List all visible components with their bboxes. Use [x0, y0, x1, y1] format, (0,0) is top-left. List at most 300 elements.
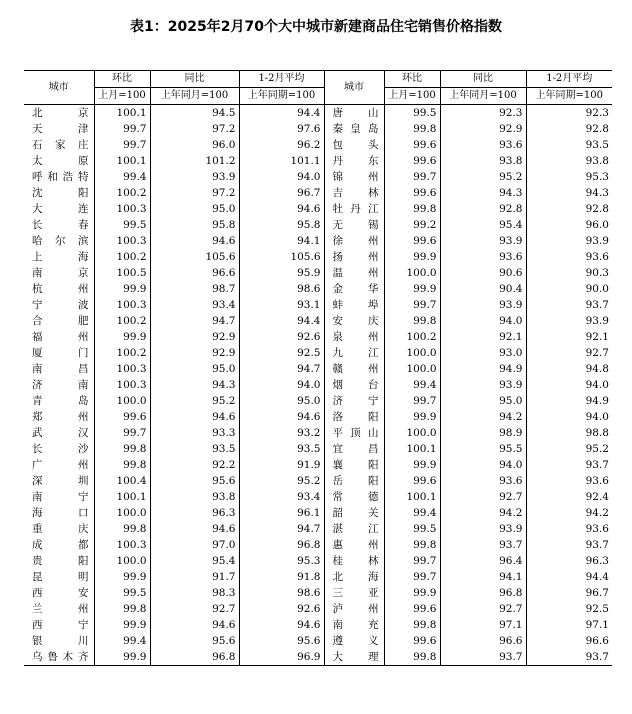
city-cell: 乌鲁木齐 — [24, 649, 94, 666]
avg-cell: 95.3 — [239, 553, 324, 569]
city-cell: 扬 州 — [324, 249, 384, 265]
city-cell: 厦 门 — [24, 345, 94, 361]
table-row — [24, 569, 612, 585]
yoy-cell: 96.6 — [150, 265, 239, 281]
avg-cell: 95.2 — [585, 443, 609, 455]
city-cell: 广 州 — [24, 457, 94, 473]
yoy-cell: 93.7 — [440, 537, 526, 553]
mom-cell: 99.8 — [94, 441, 150, 457]
city-cell: 泸 州 — [324, 601, 384, 617]
avg-cell: 96.6 — [585, 635, 609, 647]
city-cell: 牡 丹 江 — [324, 201, 384, 217]
yoy-cell: 90.4 — [440, 281, 526, 297]
avg-cell: 94.6 — [239, 409, 324, 425]
yoy-cell: 95.0 — [440, 393, 526, 409]
city-cell: 南 昌 — [24, 361, 94, 377]
table-row — [24, 361, 612, 377]
city-cell: 三 亚 — [324, 585, 384, 601]
yoy-cell: 95.5 — [440, 441, 526, 457]
city-cell: 徐 州 — [324, 233, 384, 249]
city-cell: 济 宁 — [324, 393, 384, 409]
avg-cell: 93.2 — [239, 425, 324, 441]
yoy-cell: 93.5 — [150, 441, 239, 457]
table-row — [24, 457, 612, 473]
avg-cell: 96.7 — [585, 587, 609, 599]
mom-cell: 100.3 — [94, 297, 150, 313]
city-cell: 昆 明 — [24, 569, 94, 585]
yoy-cell: 96.6 — [440, 633, 526, 649]
mom-cell: 99.9 — [94, 569, 150, 585]
avg-cell: 96.2 — [239, 137, 324, 153]
mom-cell: 99.8 — [384, 313, 440, 329]
avg-cell: 94.6 — [239, 617, 324, 633]
avg-cell: 94.3 — [585, 187, 609, 199]
yoy-cell: 94.3 — [150, 377, 239, 393]
mom-cell: 99.6 — [384, 153, 440, 169]
table-body — [24, 105, 612, 666]
mom-cell: 99.4 — [94, 633, 150, 649]
mom-cell: 100.2 — [384, 329, 440, 345]
table-row — [24, 153, 612, 169]
avg-cell: 92.5 — [239, 345, 324, 361]
mom-cell: 100.2 — [94, 185, 150, 201]
mom-cell: 100.4 — [94, 473, 150, 489]
city-cell: 赣 州 — [324, 361, 384, 377]
city-cell: 北 京 — [24, 105, 94, 122]
yoy-cell: 93.6 — [440, 249, 526, 265]
city-cell: 丹 东 — [324, 153, 384, 169]
city-cell: 秦 皇 岛 — [324, 121, 384, 137]
avg-cell: 96.7 — [239, 185, 324, 201]
table-row — [24, 473, 612, 489]
avg-cell: 94.0 — [585, 379, 609, 391]
city-cell: 南 充 — [324, 617, 384, 633]
city-cell: 贵 阳 — [24, 553, 94, 569]
city-cell: 兰 州 — [24, 601, 94, 617]
yoy-cell: 94.0 — [440, 457, 526, 473]
yoy-cell: 91.7 — [150, 569, 239, 585]
yoy-cell: 98.3 — [150, 585, 239, 601]
city-cell: 青 岛 — [24, 393, 94, 409]
avg-cell: 93.6 — [585, 251, 609, 263]
table-row — [24, 249, 612, 265]
yoy-cell: 93.9 — [440, 521, 526, 537]
yoy-cell: 94.2 — [440, 505, 526, 521]
city-cell: 岳 阳 — [324, 473, 384, 489]
yoy-cell: 95.8 — [150, 217, 239, 233]
city-cell: 成 都 — [24, 537, 94, 553]
yoy-cell: 92.7 — [440, 489, 526, 505]
yoy-cell: 95.0 — [150, 361, 239, 377]
mom-cell: 99.8 — [94, 601, 150, 617]
header-mom-base: 上月=100 — [94, 88, 150, 105]
avg-cell: 90.3 — [585, 267, 609, 279]
table-row — [24, 377, 612, 393]
city-cell: 上 海 — [24, 249, 94, 265]
city-cell: 韶 关 — [324, 505, 384, 521]
avg-cell: 94.4 — [239, 313, 324, 329]
yoy-cell: 96.8 — [150, 649, 239, 666]
city-cell: 蚌 埠 — [324, 297, 384, 313]
avg-cell: 96.8 — [239, 537, 324, 553]
city-cell: 洛 阳 — [324, 409, 384, 425]
yoy-cell: 98.9 — [440, 425, 526, 441]
table-row — [24, 169, 612, 185]
yoy-cell: 92.3 — [440, 105, 526, 122]
table-row — [24, 217, 612, 233]
yoy-cell: 93.3 — [150, 425, 239, 441]
avg-cell: 91.9 — [239, 457, 324, 473]
mom-cell: 99.7 — [384, 393, 440, 409]
city-cell: 武 汉 — [24, 425, 94, 441]
avg-cell: 94.8 — [585, 363, 609, 375]
mom-cell: 99.7 — [94, 425, 150, 441]
yoy-cell: 94.2 — [440, 409, 526, 425]
mom-cell: 99.2 — [384, 217, 440, 233]
avg-cell: 95.2 — [239, 473, 324, 489]
table-row — [24, 121, 612, 137]
avg-cell: 95.0 — [239, 393, 324, 409]
mom-cell: 99.5 — [384, 521, 440, 537]
yoy-cell: 96.3 — [150, 505, 239, 521]
avg-cell: 94.0 — [239, 169, 324, 185]
yoy-cell: 92.7 — [150, 601, 239, 617]
yoy-cell: 92.7 — [440, 601, 526, 617]
city-cell: 银 川 — [24, 633, 94, 649]
mom-cell: 99.5 — [384, 105, 440, 122]
mom-cell: 99.4 — [384, 377, 440, 393]
avg-cell: 93.7 — [585, 459, 609, 471]
mom-cell: 99.9 — [384, 409, 440, 425]
header-mom-base: 上月=100 — [384, 88, 440, 105]
table-row — [24, 601, 612, 617]
yoy-cell: 92.9 — [150, 345, 239, 361]
city-cell: 沈 阳 — [24, 185, 94, 201]
yoy-cell: 94.9 — [440, 361, 526, 377]
mom-cell: 100.1 — [384, 489, 440, 505]
mom-cell: 100.1 — [94, 489, 150, 505]
yoy-cell: 97.0 — [150, 537, 239, 553]
avg-cell: 92.8 — [585, 123, 609, 135]
avg-cell: 94.4 — [585, 571, 609, 583]
city-cell: 安 庆 — [324, 313, 384, 329]
table-row — [24, 297, 612, 313]
city-cell: 长 沙 — [24, 441, 94, 457]
yoy-cell: 105.6 — [150, 249, 239, 265]
avg-cell: 95.8 — [239, 217, 324, 233]
avg-cell: 93.9 — [585, 235, 609, 247]
avg-cell: 93.7 — [585, 299, 609, 311]
yoy-cell: 93.8 — [440, 153, 526, 169]
table-row — [24, 441, 612, 457]
city-cell: 郑 州 — [24, 409, 94, 425]
city-cell: 唐 山 — [324, 105, 384, 122]
yoy-cell: 90.6 — [440, 265, 526, 281]
yoy-cell: 95.2 — [440, 169, 526, 185]
city-cell: 天 津 — [24, 121, 94, 137]
city-cell: 深 圳 — [24, 473, 94, 489]
table-row — [24, 649, 612, 666]
avg-cell: 92.6 — [239, 601, 324, 617]
avg-cell: 92.7 — [585, 347, 609, 359]
yoy-cell: 97.1 — [440, 617, 526, 633]
table-row — [24, 489, 612, 505]
header-avg-base: 上年同期=100 — [239, 88, 324, 105]
table-row — [24, 617, 612, 633]
table-row — [24, 329, 612, 345]
city-cell: 海 口 — [24, 505, 94, 521]
yoy-cell: 97.2 — [150, 185, 239, 201]
table-row — [24, 105, 612, 122]
header-yoy: 同比 — [440, 71, 526, 88]
city-cell: 吉 林 — [324, 185, 384, 201]
avg-cell: 92.5 — [585, 603, 609, 615]
avg-cell: 93.5 — [239, 441, 324, 457]
yoy-cell: 93.4 — [150, 297, 239, 313]
table-row — [24, 345, 612, 361]
avg-cell: 94.9 — [585, 395, 609, 407]
avg-cell: 92.4 — [585, 491, 609, 503]
avg-cell: 96.1 — [239, 505, 324, 521]
yoy-cell: 96.0 — [150, 137, 239, 153]
yoy-cell: 92.9 — [440, 121, 526, 137]
avg-cell: 94.1 — [239, 233, 324, 249]
city-cell: 宜 昌 — [324, 441, 384, 457]
city-cell: 平 顶 山 — [324, 425, 384, 441]
yoy-cell: 93.6 — [440, 473, 526, 489]
mom-cell: 99.9 — [94, 617, 150, 633]
table-row — [24, 505, 612, 521]
avg-cell: 98.6 — [239, 281, 324, 297]
avg-cell: 94.0 — [239, 377, 324, 393]
avg-cell: 95.3 — [585, 171, 609, 183]
table-row — [24, 521, 612, 537]
avg-cell: 101.1 — [239, 153, 324, 169]
mom-cell: 100.0 — [94, 553, 150, 569]
yoy-cell: 96.4 — [440, 553, 526, 569]
city-cell: 南 京 — [24, 265, 94, 281]
mom-cell: 100.3 — [94, 233, 150, 249]
city-cell: 杭 州 — [24, 281, 94, 297]
avg-cell: 91.8 — [239, 569, 324, 585]
avg-cell: 92.3 — [585, 107, 609, 119]
yoy-cell: 94.6 — [150, 521, 239, 537]
mom-cell: 100.2 — [94, 313, 150, 329]
table-row — [24, 201, 612, 217]
yoy-cell: 93.9 — [150, 169, 239, 185]
avg-cell: 90.0 — [585, 283, 609, 295]
mom-cell: 100.1 — [94, 105, 150, 122]
avg-cell: 105.6 — [239, 249, 324, 265]
avg-cell: 93.6 — [585, 523, 609, 535]
yoy-cell: 94.5 — [150, 105, 239, 122]
yoy-cell: 95.6 — [150, 473, 239, 489]
table-row — [24, 537, 612, 553]
city-cell: 太 原 — [24, 153, 94, 169]
yoy-cell: 97.2 — [150, 121, 239, 137]
avg-cell: 93.7 — [585, 539, 609, 551]
city-cell: 合 肥 — [24, 313, 94, 329]
city-cell: 桂 林 — [324, 553, 384, 569]
yoy-cell: 94.3 — [440, 185, 526, 201]
table-row — [24, 585, 612, 601]
mom-cell: 99.8 — [384, 537, 440, 553]
yoy-cell: 101.2 — [150, 153, 239, 169]
city-cell: 锦 州 — [324, 169, 384, 185]
mom-cell: 99.8 — [384, 649, 440, 666]
yoy-cell: 94.0 — [440, 313, 526, 329]
mom-cell: 99.6 — [384, 137, 440, 153]
table-row — [24, 313, 612, 329]
header-yoy-base: 上年同月=100 — [150, 88, 239, 105]
mom-cell: 99.6 — [384, 601, 440, 617]
avg-cell: 92.1 — [585, 331, 609, 343]
mom-cell: 100.3 — [94, 377, 150, 393]
avg-cell: 94.4 — [239, 105, 324, 122]
avg-cell: 94.6 — [239, 201, 324, 217]
city-cell: 惠 州 — [324, 537, 384, 553]
yoy-cell: 94.6 — [150, 617, 239, 633]
mom-cell: 99.4 — [384, 505, 440, 521]
mom-cell: 100.2 — [94, 345, 150, 361]
avg-cell: 98.8 — [585, 427, 609, 439]
city-cell: 石 家 庄 — [24, 137, 94, 153]
city-cell: 北 海 — [324, 569, 384, 585]
table-row — [24, 233, 612, 249]
city-cell: 包 头 — [324, 137, 384, 153]
avg-cell: 97.6 — [239, 121, 324, 137]
mom-cell: 100.0 — [384, 345, 440, 361]
avg-cell: 93.7 — [526, 649, 612, 666]
table-title: 表1：2025年2月70个大中城市新建商品住宅销售价格指数 — [130, 19, 502, 35]
avg-cell: 93.6 — [585, 475, 609, 487]
header-city: 城市 — [324, 71, 384, 105]
avg-cell: 96.3 — [585, 555, 609, 567]
header-city: 城市 — [24, 71, 94, 105]
mom-cell: 99.7 — [384, 553, 440, 569]
avg-cell: 96.0 — [585, 219, 609, 231]
table-row — [24, 409, 612, 425]
yoy-cell: 92.1 — [440, 329, 526, 345]
mom-cell: 99.7 — [384, 297, 440, 313]
city-cell: 济 南 — [24, 377, 94, 393]
avg-cell: 93.4 — [239, 489, 324, 505]
city-cell: 呼和浩特 — [24, 169, 94, 185]
yoy-cell: 93.0 — [440, 345, 526, 361]
mom-cell: 100.1 — [94, 153, 150, 169]
city-cell: 西 安 — [24, 585, 94, 601]
mom-cell: 99.9 — [384, 457, 440, 473]
city-cell: 长 春 — [24, 217, 94, 233]
city-cell: 宁 波 — [24, 297, 94, 313]
header-avg-base: 上年同期=100 — [526, 88, 612, 105]
yoy-cell: 93.9 — [440, 377, 526, 393]
avg-cell: 93.1 — [239, 297, 324, 313]
mom-cell: 100.3 — [94, 201, 150, 217]
mom-cell: 99.5 — [94, 585, 150, 601]
mom-cell: 100.2 — [94, 249, 150, 265]
table-row — [24, 265, 612, 281]
avg-cell: 94.0 — [585, 411, 609, 423]
yoy-cell: 93.9 — [440, 233, 526, 249]
table-row — [24, 425, 612, 441]
header-yoy: 同比 — [150, 71, 239, 88]
city-cell: 襄 阳 — [324, 457, 384, 473]
mom-cell: 99.9 — [94, 649, 150, 666]
avg-cell: 92.8 — [585, 203, 609, 215]
avg-cell: 95.6 — [239, 633, 324, 649]
yoy-cell: 94.6 — [150, 409, 239, 425]
avg-cell: 98.6 — [239, 585, 324, 601]
table-row — [24, 393, 612, 409]
mom-cell: 99.4 — [94, 169, 150, 185]
mom-cell: 99.7 — [94, 121, 150, 137]
city-cell: 泉 州 — [324, 329, 384, 345]
avg-cell: 93.8 — [585, 155, 609, 167]
mom-cell: 100.0 — [384, 425, 440, 441]
mom-cell: 99.8 — [384, 121, 440, 137]
mom-cell: 100.0 — [94, 505, 150, 521]
yoy-cell: 95.4 — [150, 553, 239, 569]
mom-cell: 99.6 — [384, 233, 440, 249]
yoy-cell: 94.6 — [150, 233, 239, 249]
mom-cell: 100.1 — [384, 441, 440, 457]
mom-cell: 99.6 — [384, 633, 440, 649]
yoy-cell: 92.9 — [150, 329, 239, 345]
avg-cell: 95.9 — [239, 265, 324, 281]
mom-cell: 99.9 — [384, 281, 440, 297]
yoy-cell: 98.7 — [150, 281, 239, 297]
mom-cell: 99.6 — [384, 473, 440, 489]
avg-cell: 94.2 — [585, 507, 609, 519]
yoy-cell: 92.2 — [150, 457, 239, 473]
yoy-cell: 95.6 — [150, 633, 239, 649]
avg-cell: 92.6 — [239, 329, 324, 345]
table-row — [24, 281, 612, 297]
mom-cell: 99.9 — [384, 249, 440, 265]
mom-cell: 99.8 — [384, 201, 440, 217]
yoy-cell: 93.9 — [440, 297, 526, 313]
yoy-cell: 95.0 — [150, 201, 239, 217]
mom-cell: 99.8 — [94, 521, 150, 537]
table-row — [24, 137, 612, 153]
table-row — [24, 633, 612, 649]
city-cell: 常 德 — [324, 489, 384, 505]
avg-cell: 94.7 — [239, 361, 324, 377]
yoy-cell: 96.8 — [440, 585, 526, 601]
mom-cell: 100.5 — [94, 265, 150, 281]
mom-cell: 99.9 — [94, 329, 150, 345]
header-avg: 1-2月平均 — [526, 71, 612, 88]
yoy-cell: 93.8 — [150, 489, 239, 505]
city-cell: 哈 尔 滨 — [24, 233, 94, 249]
city-cell: 西 宁 — [24, 617, 94, 633]
mom-cell: 99.7 — [94, 137, 150, 153]
city-cell: 南 宁 — [24, 489, 94, 505]
city-cell: 无 锡 — [324, 217, 384, 233]
city-cell: 遵 义 — [324, 633, 384, 649]
mom-cell: 99.8 — [94, 457, 150, 473]
avg-cell: 93.9 — [585, 315, 609, 327]
city-cell: 湛 江 — [324, 521, 384, 537]
price-index-table — [24, 70, 612, 666]
mom-cell: 99.6 — [384, 185, 440, 201]
yoy-cell: 94.7 — [150, 313, 239, 329]
header-yoy-base: 上年同月=100 — [440, 88, 526, 105]
city-cell: 温 州 — [324, 265, 384, 281]
yoy-cell: 94.1 — [440, 569, 526, 585]
header-avg: 1-2月平均 — [239, 71, 324, 88]
